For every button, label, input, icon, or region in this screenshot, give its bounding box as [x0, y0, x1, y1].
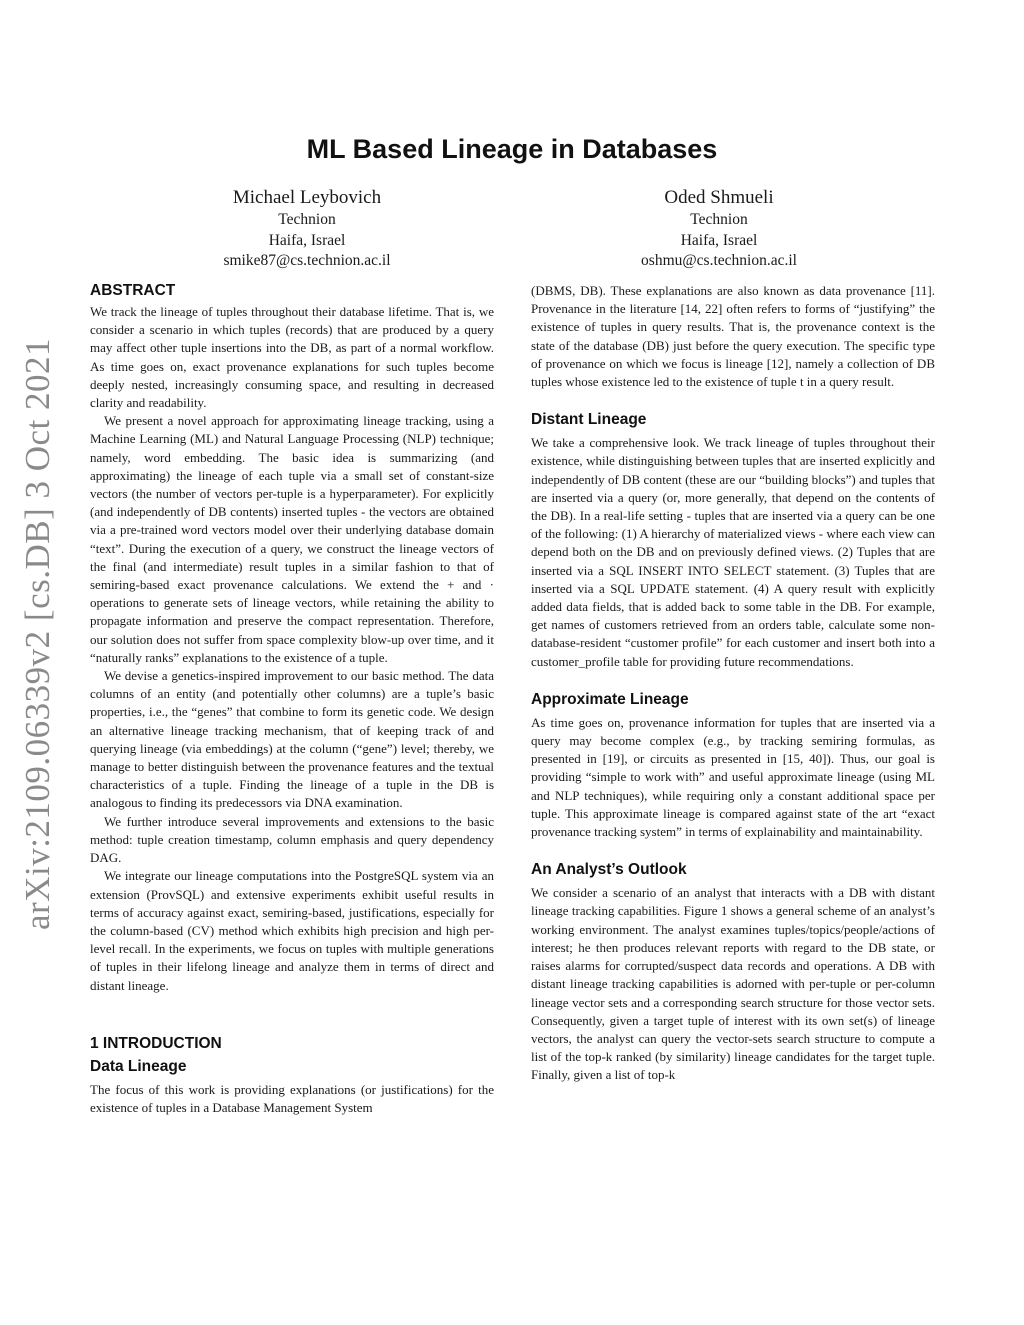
- abstract-paragraph: We devise a genetics-inspired improvement to our basic method. The data columns of an entity (and potentially other columns) are a tuple’s basic properties, i.e., the “genes” that combine to form its genetic code. We design an alternative lineage tracking mechanism, that of keeping track of and querying lineage (via embeddings) at the column (“gene”) level; thereby, we manage to better distinguish between the provenance features and the textual characteristics of a tuple. Finding the lineage of a tuple in the DB is analogous to finding its predecessors via DNA examination.: [90, 668, 494, 811]
- abstract-paragraph: We further introduce several improvements and extensions to the basic method: tuple creation timestamp, column emphasis and query dependency DAG.: [90, 813, 494, 866]
- abstract-paragraph: We integrate our lineage computations into the PostgreSQL system via an extension (ProvSQL) and extensive experiments exhibit useful results in terms of accuracy against exact, semiring-based, justifications, especially for the column-based (CV) method which exhibits high precision and high per-level recall. In the experiments, we focus on tuples with multiple generations of tuples in their lifelong lineage and analyze them in terms of direct and distant lineage.: [90, 868, 494, 993]
- author-email: oshmu@cs.technion.ac.il: [641, 252, 797, 269]
- author-location: Haifa, Israel: [680, 231, 758, 249]
- author-block-1: [117, 186, 497, 272]
- author-email: smike87@cs.technion.ac.il: [223, 252, 391, 269]
- left-column: [90, 282, 494, 1117]
- author-name: Michael Leybovich: [232, 187, 382, 208]
- author-name: Oded Shmueli: [664, 187, 774, 208]
- subsection-heading-analyst-outlook: An Analyst’s Outlook: [531, 861, 687, 879]
- analyst-outlook-paragraph: We consider a scenario of an analyst that interacts with a DB with distant lineage tracking capabilities. Figure 1 shows a general scheme of an analyst’s working environment. The analyst examines tuples/topics/people/actions of interest; he then produces relevant reports with regard to the DB state, or raises alarms for corrupted/suspect data records and operations. A DB with distant lineage tracking capabilities is adorned with per-tuple or per-column lineage vector sets and a corresponding search structure for those vector sets. Consequently, given a target tuple of interest with its own set(s) of lineage vectors, the analyst can query the vector-sets search structure to compute a list of the top-k ranked (by similarity) lineage candidates for the target tuple. Finally, given a list of top-k: [531, 885, 935, 1083]
- author-affiliation: Technion: [278, 211, 336, 228]
- subsection-heading-approximate-lineage: Approximate Lineage: [531, 690, 689, 708]
- section-heading-introduction: 1 INTRODUCTION: [90, 1034, 222, 1052]
- intro-paragraph: The focus of this work is providing explanations (or justifications) for the existence of tuples in a Database Management System: [90, 1081, 494, 1115]
- author-location: Haifa, Israel: [268, 231, 346, 249]
- arxiv-identifier: arXiv:2109.06339v2 [cs.DB] 3 Oct 2021: [18, 337, 57, 930]
- abstract-paragraph: We present a novel approach for approximating lineage tracking, using a Machine Learning (ML) and Natural Language Processing (NLP) technique; namely, word embedding. The basic idea is summarizing (and approximating) the lineage of each tuple via a small set of constant-size vectors (the number of vectors per-tuple is a hyperparameter). For explicitly (and independently of DB contents) inserted tuples - the vectors are obtained via a pre-trained word vectors model over their underlying database domain “text”. During the execution of a query, we construct the lineage vectors of the final (and intermediate) result tuples in a similar fashion to that of semiring-based exact provenance calculations. We extend the + and · operations to generate sets of lineage vectors, while retaining the ability to propagate information and preserve the compact representation. Therefore, our solution does not suffer from space complexity blow-up over time, and it “naturally ranks” explanations to the existence of a tuple.: [90, 413, 494, 665]
- distant-lineage-paragraph: We take a comprehensive look. We track lineage of tuples throughout their existence, while distinguishing between tuples that are inserted explicitly and independently of DB content (these are our “building blocks”) and tuples that are inserted via a query (or, more generally, that depend on the contents of the DB). In a real-life setting - tuples that are inserted via a query can be one of the following: (1) A hierarchy of materialized views - where each view can depend both on the DB and on previously defined views. (2) Tuples that are inserted via a SQL INSERT INTO SELECT statement. (3) Tuples that are inserted via a SQL UPDATE statement. (4) A query result with explicitly added data fields, that is added back to some table in the DB. For example, get names of customers retrieved from an orders table, calculate some non-database-resident “customer profile” for each customer and insert both into a customer_profile table for providing future recommendations.: [531, 435, 935, 669]
- subsection-heading-distant-lineage: Distant Lineage: [531, 411, 647, 429]
- paper-title: ML Based Lineage in Databases: [306, 134, 718, 164]
- subsection-heading-data-lineage: Data Lineage: [90, 1057, 187, 1075]
- data-lineage-continued: (DBMS, DB). These explanations are also known as data provenance [11]. Provenance in the literature [14, 22] often refers to forms of “justifying” the existence of tuples in query results. That is, the provenance context is the state of the database (DB) just before the query execution. The specific type of provenance on which we focus is lineage [12], namely a collection of DB tuples whose existence led to the existence of tuple t in a query result.: [531, 283, 935, 390]
- approximate-lineage-paragraph: As time goes on, provenance information for tuples that are inserted via a query may become complex (e.g., by tracking semiring formulas, as presented in [19], or circuits as presented in [15, 40]). Thus, our goal is providing “simple to work with” and useful approximate lineage (using ML and NLP techniques), while requiring only a constant additional space per tuple. This approximate lineage is compared against state of the art “exact provenance tracking system” in terms of explainability and maintainability.: [531, 714, 935, 840]
- abstract-paragraph: We track the lineage of tuples throughout their database lifetime. That is, we consider a scenario in which tuples (records) that are produced by a query may affect other tuple insertions into the DB, as part of a normal workflow. As time goes on, exact provenance explanations for such tuples become deeply nested, increasingly consuming space, and resulting in decreased clarity and readability.: [90, 304, 494, 411]
- abstract-heading: ABSTRACT: [90, 282, 176, 299]
- right-column: [531, 282, 935, 1085]
- author-block-2: [529, 186, 909, 272]
- author-affiliation: Technion: [690, 211, 748, 228]
